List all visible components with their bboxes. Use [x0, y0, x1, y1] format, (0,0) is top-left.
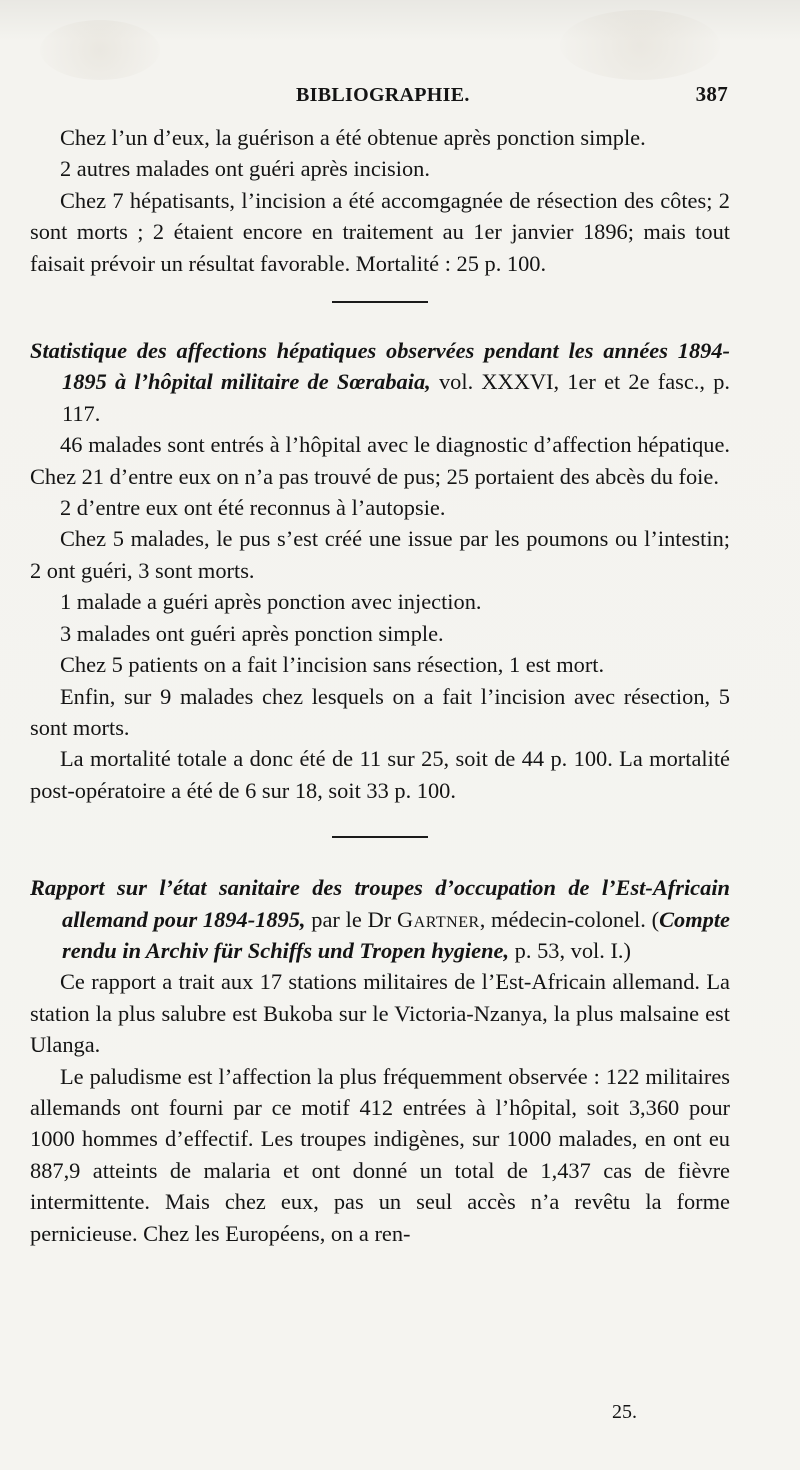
running-title: BIBLIOGRAPHIE. — [296, 84, 470, 106]
paragraph: Enfin, sur 9 malades chez lesquels on a fait l’incision avec résection, 5 sont morts. — [30, 683, 730, 740]
title-italic: Statistique des affections hépatiques observées pendant les années 1894-1895 à l’hôpital militaire de Sœrabaia, — [30, 338, 730, 395]
section-title — [30, 335, 730, 429]
paragraph: Chez l’un d’eux, la guérison a été obtenue après ponction simple. — [60, 125, 646, 150]
paragraph: Chez 7 hépatisants, l’incision a été accomgagnée de résection des côtes; 2 sont morts ; 2 étaient encore en traitement au 1er janvier 1896; mais tout faisait prévoir un résultat favorable. Mortalité : 25 p. 100. — [30, 187, 730, 276]
paragraph: Chez 5 malades, le pus s’est créé une issue par les poumons ou l’intestin; 2 ont guéri, 3 sont morts. — [30, 526, 730, 583]
paragraph: Ce rapport a trait aux 17 stations militaires de l’Est-Africain allemand. La station la plus salubre est Bukoba sur le Victoria-Nzanya, la plus malsaine est Ulanga. — [30, 969, 730, 1058]
title-author: Gartner — [396, 906, 480, 932]
title-citation: vol. XXXVI, 1er et 2e fasc., p. 117. — [62, 369, 730, 426]
paragraph: 46 malades sont entrés à l’hôpital avec le diagnostic d’affection hépatique. Chez 21 d’entre eux on n’a pas trouvé de pus; 25 portaient des abcès du foie. — [30, 432, 730, 489]
paper-stain — [40, 20, 160, 80]
title-end: p. 53, vol. I.) — [514, 937, 631, 963]
section-title — [30, 872, 730, 966]
page-body — [30, 122, 730, 1249]
title-author-prefix: par le Dr — [311, 906, 392, 932]
section-divider — [332, 836, 428, 838]
title-author-suffix: , médecin-colonel. ( — [479, 906, 660, 932]
title-italic: Rapport sur l’état sanitaire des troupes d’occupation de l’Est-Africain allemand pour 1894-1895, — [30, 875, 730, 932]
paragraph: 2 autres malades ont guéri après incision. — [60, 156, 430, 182]
paragraph: 2 d’entre eux ont été reconnus à l’autopsie. — [60, 495, 446, 521]
paragraph: La mortalité totale a donc été de 11 sur 25, soit de 44 p. 100. La mortalité post-opératoire a été de 6 sur 18, soit 33 p. 100. — [30, 746, 730, 803]
paper-stain — [560, 10, 720, 80]
section-divider — [332, 301, 428, 303]
title-source: Compte rendu in Archiv für Schiffs und Tropen hygiene, — [62, 906, 730, 963]
paragraph: Le paludisme est l’affection la plus fréquemment observée : 122 militaires allemands ont fourni par ce motif 412 entrées à l’hôpital, soit 3,360 pour 1000 hommes d’effectif. Les troupes indigènes, sur 1000 malades, en ont eu 887,9 atteints de malaria et ont donné un total de 1,437 cas de fièvre intermittente. Mais chez eux, pas un seul accès n’a revêtu la forme pernicieuse. Chez les Européens, on a ren- — [30, 1063, 730, 1246]
paragraph: 3 malades ont guéri après ponction simple. — [60, 620, 444, 646]
running-header — [296, 82, 728, 110]
signature-mark: 25. — [612, 1401, 637, 1423]
paragraph: 1 malade a guéri après ponction avec injection. — [60, 589, 482, 615]
page-number: 387 — [695, 82, 728, 106]
paragraph: Chez 5 patients on a fait l’incision sans résection, 1 est mort. — [60, 652, 605, 678]
